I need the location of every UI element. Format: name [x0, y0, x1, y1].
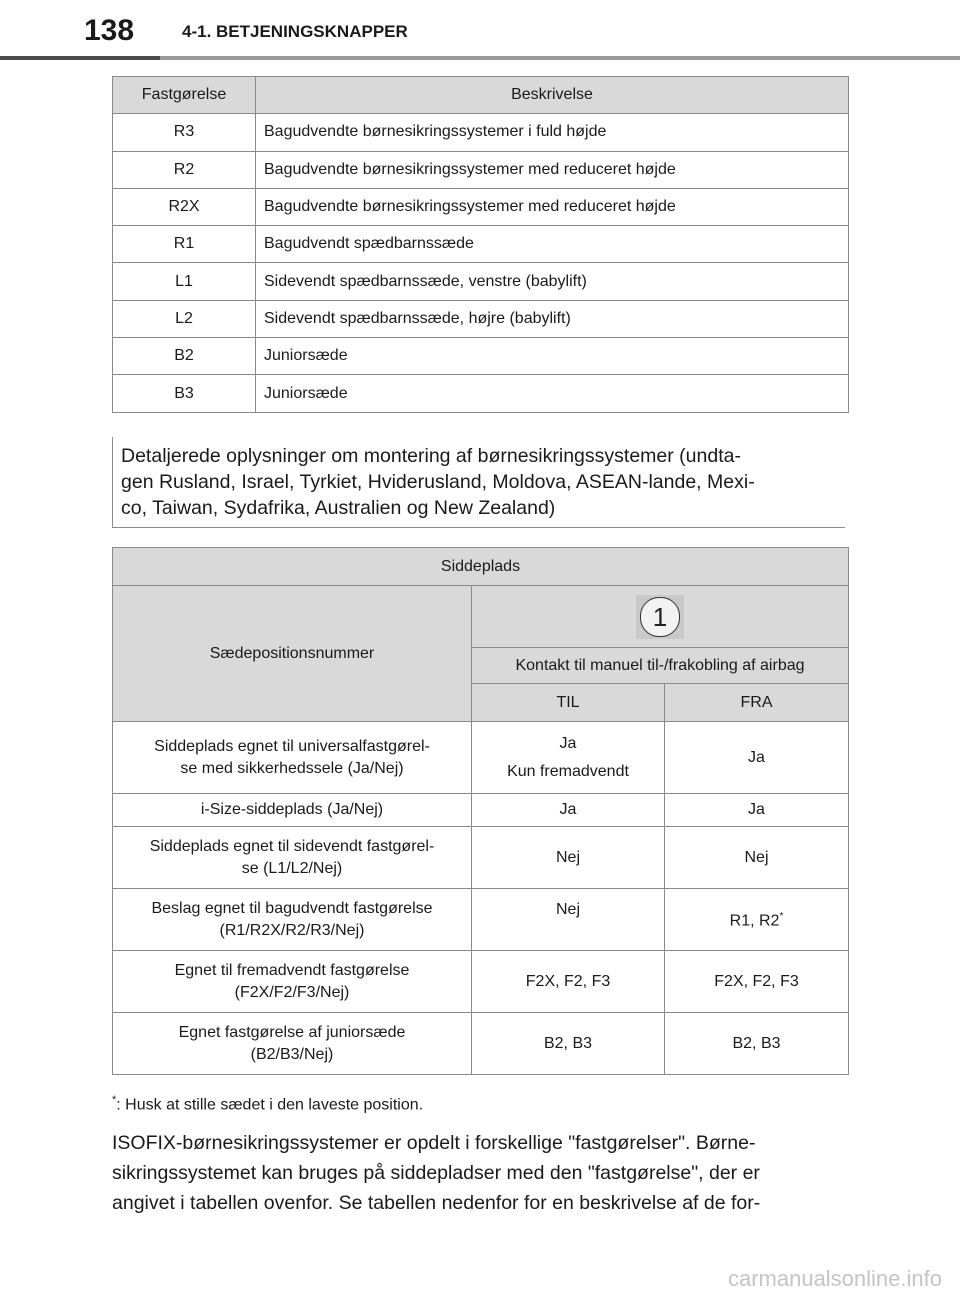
- fra-value: Nej: [665, 827, 849, 889]
- til-value: Nej: [472, 889, 665, 951]
- fixture-description: Juniorsæde: [256, 338, 849, 375]
- fra-value: F2X, F2, F3: [665, 951, 849, 1013]
- fixture-description: Juniorsæde: [256, 375, 849, 412]
- seat-number-1-icon: 1: [640, 597, 680, 637]
- body-paragraph: [112, 1128, 852, 1218]
- info-line: Detaljerede oplysninger om montering af børnesikringssystemer (undta-: [121, 445, 741, 467]
- table-row: [113, 188, 849, 225]
- table-header-row: [113, 77, 849, 114]
- watermark: carmanualsonline.info: [727, 1266, 942, 1291]
- table-row: [113, 375, 849, 412]
- table-row: [113, 300, 849, 337]
- fra-value-text: R1, R2: [729, 912, 780, 930]
- footnote-text: : Husk at stille sædet i den laveste position.: [116, 1096, 424, 1114]
- body-line: angivet i tabellen ovenfor. Se tabellen nedenfor for en beskrivelse af de for-: [112, 1192, 761, 1214]
- fixture-description: Bagudvendte børnesikringssystemer med reduceret højde: [256, 188, 849, 225]
- fixture-code: L1: [113, 263, 256, 300]
- table-row: [113, 827, 849, 889]
- table-row: [113, 338, 849, 375]
- til-value: [472, 722, 665, 794]
- fixture-code: R2X: [113, 188, 256, 225]
- fixture-code: B3: [113, 375, 256, 412]
- footnote-marker: *: [112, 1094, 117, 1106]
- row-label: [113, 1013, 472, 1075]
- row-label: [113, 827, 472, 889]
- row-label-line: Egnet fastgørelse af juniorsæde: [178, 1023, 406, 1041]
- fixture-description: Sidevendt spædbarnssæde, venstre (babylift): [256, 263, 849, 300]
- fixture-code: B2: [113, 338, 256, 375]
- row-label-line: (R1/R2X/R2/R3/Nej): [219, 921, 365, 939]
- fra-value: B2, B3: [665, 1013, 849, 1075]
- table-row: [113, 226, 849, 263]
- info-box-text: [113, 437, 845, 521]
- til-value: B2, B3: [472, 1013, 665, 1075]
- til-value-line: Ja: [559, 734, 577, 752]
- row-label: [113, 951, 472, 1013]
- body-line: sikringssystemet kan bruges på siddepladser med den "fastgørelse", der er: [112, 1162, 760, 1184]
- row-label: [113, 889, 472, 951]
- row-label-line: Siddeplads egnet til universalfastgørel-: [154, 737, 430, 755]
- page-number: 138: [84, 14, 135, 47]
- section-title: 4-1. BETJENINGSKNAPPER: [182, 22, 408, 41]
- fra-value: [665, 889, 849, 951]
- fra-value: Ja: [665, 722, 849, 794]
- fixture-code: R1: [113, 226, 256, 263]
- table-row: [113, 889, 849, 951]
- row-label-line: Beslag egnet til bagudvendt fastgørelse: [151, 899, 433, 917]
- info-line: co, Taiwan, Sydafrika, Australien og New Zealand): [121, 497, 556, 519]
- table-header-row: [113, 548, 849, 586]
- body-line: ISOFIX-børnesikringssystemer er opdelt i forskellige "fastgørelser". Børne-: [112, 1132, 756, 1154]
- fixture-code: R2: [113, 151, 256, 188]
- row-label: i-Size-siddeplads (Ja/Nej): [113, 794, 472, 827]
- column-header-fixture: Fastgørelse: [113, 77, 256, 114]
- fixture-description: Bagudvendt spædbarnssæde: [256, 226, 849, 263]
- table-row: [113, 263, 849, 300]
- til-value-line: Kun fremadvendt: [507, 762, 629, 780]
- info-box: [112, 437, 845, 528]
- fra-value: Ja: [665, 794, 849, 827]
- column-header-fra: FRA: [665, 684, 849, 722]
- page-header: [0, 0, 960, 62]
- seat-table-title: Siddeplads: [113, 548, 849, 586]
- seat-number-badge: [636, 595, 684, 639]
- fixture-table: [112, 76, 849, 413]
- column-header-til: TIL: [472, 684, 665, 722]
- table-row: [113, 151, 849, 188]
- table-row: [113, 1013, 849, 1075]
- til-value: F2X, F2, F3: [472, 951, 665, 1013]
- fixture-code: R3: [113, 114, 256, 151]
- fixture-description: Sidevendt spædbarnssæde, højre (babylift): [256, 300, 849, 337]
- row-label-line: (B2/B3/Nej): [250, 1045, 334, 1063]
- row-label-line: se med sikkerhedssele (Ja/Nej): [180, 759, 404, 777]
- row-label: [113, 722, 472, 794]
- table-header-row: [113, 586, 849, 648]
- fixture-description: Bagudvendte børnesikringssystemer med reduceret højde: [256, 151, 849, 188]
- header-rule-accent: [0, 56, 160, 60]
- table-row: [113, 794, 849, 827]
- table-row: [113, 114, 849, 151]
- til-value: Ja: [472, 794, 665, 827]
- seat-position-label: Sædepositionsnummer: [113, 586, 472, 722]
- column-header-description: Beskrivelse: [256, 77, 849, 114]
- row-label-line: Egnet til fremadvendt fastgørelse: [174, 961, 410, 979]
- footnote-marker: *: [779, 911, 784, 923]
- table-row: [113, 722, 849, 794]
- row-label-line: se (L1/L2/Nej): [241, 859, 343, 877]
- seat-number-cell: [472, 586, 849, 648]
- seat-position-table: [112, 547, 849, 1075]
- info-line: gen Rusland, Israel, Tyrkiet, Hviderusland, Moldova, ASEAN-lande, Mexi-: [121, 471, 755, 493]
- til-value: Nej: [472, 827, 665, 889]
- row-label-line: Siddeplads egnet til sidevendt fastgørel-: [149, 837, 435, 855]
- fixture-description: Bagudvendte børnesikringssystemer i fuld højde: [256, 114, 849, 151]
- footnote: [112, 1094, 423, 1114]
- airbag-switch-label: Kontakt til manuel til-/frakobling af airbag: [472, 648, 849, 684]
- fixture-code: L2: [113, 300, 256, 337]
- row-label-line: (F2X/F2/F3/Nej): [234, 983, 350, 1001]
- table-row: [113, 951, 849, 1013]
